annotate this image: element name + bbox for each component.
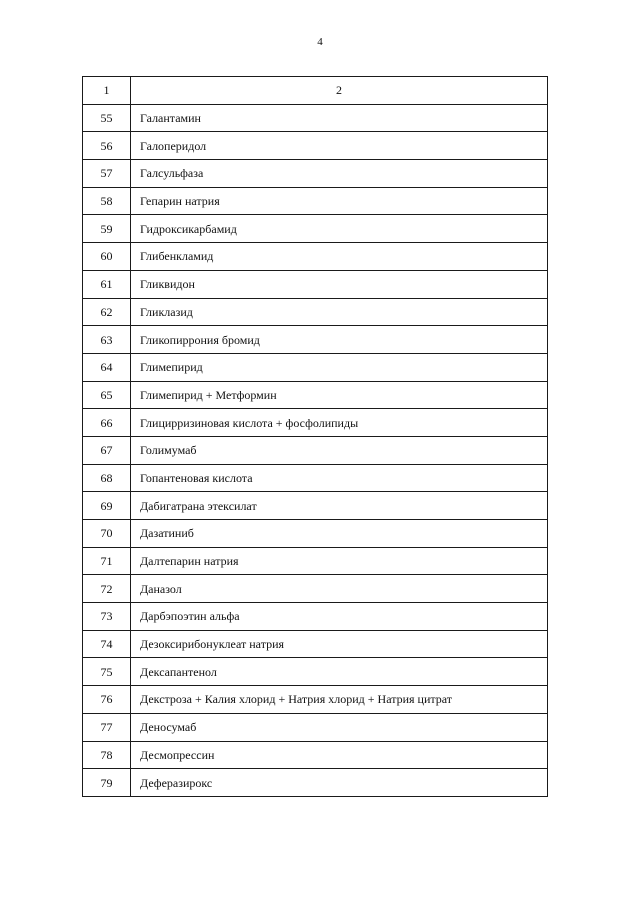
- row-number: 55: [83, 104, 131, 132]
- drug-name: Голимумаб: [131, 436, 548, 464]
- header-col-1: 1: [83, 77, 131, 105]
- table-row: [83, 713, 548, 741]
- table-row: [83, 381, 548, 409]
- table-row: [83, 658, 548, 686]
- row-number: 66: [83, 409, 131, 437]
- row-number: 74: [83, 630, 131, 658]
- drug-table: [82, 76, 548, 797]
- row-number: 69: [83, 492, 131, 520]
- drug-name: Далтепарин натрия: [131, 547, 548, 575]
- row-number: 75: [83, 658, 131, 686]
- drug-name: Даназол: [131, 575, 548, 603]
- drug-name: Декстроза + Калия хлорид + Натрия хлорид + Натрия цитрат: [131, 686, 548, 714]
- table-row: [83, 353, 548, 381]
- drug-name: Галсульфаза: [131, 160, 548, 188]
- table-row: [83, 132, 548, 160]
- drug-name: Глимепирид + Метформин: [131, 381, 548, 409]
- row-number: 65: [83, 381, 131, 409]
- row-number: 63: [83, 326, 131, 354]
- table-row: [83, 464, 548, 492]
- header-col-2: 2: [131, 77, 548, 105]
- row-number: 72: [83, 575, 131, 603]
- row-number: 79: [83, 769, 131, 797]
- row-number: 73: [83, 603, 131, 631]
- drug-name: Гопантеновая кислота: [131, 464, 548, 492]
- table-row: [83, 215, 548, 243]
- table-row: [83, 298, 548, 326]
- drug-name: Гепарин натрия: [131, 187, 548, 215]
- table-row: [83, 769, 548, 797]
- table-row: [83, 243, 548, 271]
- row-number: 78: [83, 741, 131, 769]
- row-number: 70: [83, 520, 131, 548]
- drug-name: Гликопиррония бромид: [131, 326, 548, 354]
- table-row: [83, 326, 548, 354]
- row-number: 67: [83, 436, 131, 464]
- drug-name: Дексапантенол: [131, 658, 548, 686]
- drug-name: Дезоксирибонуклеат натрия: [131, 630, 548, 658]
- row-number: 64: [83, 353, 131, 381]
- table-row: [83, 630, 548, 658]
- row-number: 57: [83, 160, 131, 188]
- drug-name: Галоперидол: [131, 132, 548, 160]
- row-number: 59: [83, 215, 131, 243]
- table-row: [83, 492, 548, 520]
- row-number: 77: [83, 713, 131, 741]
- table-row: [83, 520, 548, 548]
- table-row: [83, 575, 548, 603]
- table-row: [83, 160, 548, 188]
- drug-name: Гидроксикарбамид: [131, 215, 548, 243]
- drug-name: Дазатиниб: [131, 520, 548, 548]
- row-number: 58: [83, 187, 131, 215]
- row-number: 71: [83, 547, 131, 575]
- table-row: [83, 741, 548, 769]
- table-row: [83, 104, 548, 132]
- table-row: [83, 547, 548, 575]
- drug-name: Глицирризиновая кислота + фосфолипиды: [131, 409, 548, 437]
- row-number: 60: [83, 243, 131, 271]
- row-number: 62: [83, 298, 131, 326]
- drug-name: Дабигатрана этексилат: [131, 492, 548, 520]
- drug-name: Гликвидон: [131, 270, 548, 298]
- row-number: 76: [83, 686, 131, 714]
- table-header-row: [83, 77, 548, 105]
- table-row: [83, 409, 548, 437]
- drug-name: Десмопрессин: [131, 741, 548, 769]
- table-row: [83, 436, 548, 464]
- table-row: [83, 270, 548, 298]
- page-number: 4: [317, 36, 323, 48]
- table-row: [83, 686, 548, 714]
- row-number: 61: [83, 270, 131, 298]
- drug-name: Деносумаб: [131, 713, 548, 741]
- row-number: 68: [83, 464, 131, 492]
- drug-name: Дарбэпоэтин альфа: [131, 603, 548, 631]
- drug-name: Деферазирокс: [131, 769, 548, 797]
- table-row: [83, 187, 548, 215]
- table-row: [83, 603, 548, 631]
- drug-name: Галантамин: [131, 104, 548, 132]
- drug-name: Гликлазид: [131, 298, 548, 326]
- drug-name: Глимепирид: [131, 353, 548, 381]
- drug-name: Глибенкламид: [131, 243, 548, 271]
- row-number: 56: [83, 132, 131, 160]
